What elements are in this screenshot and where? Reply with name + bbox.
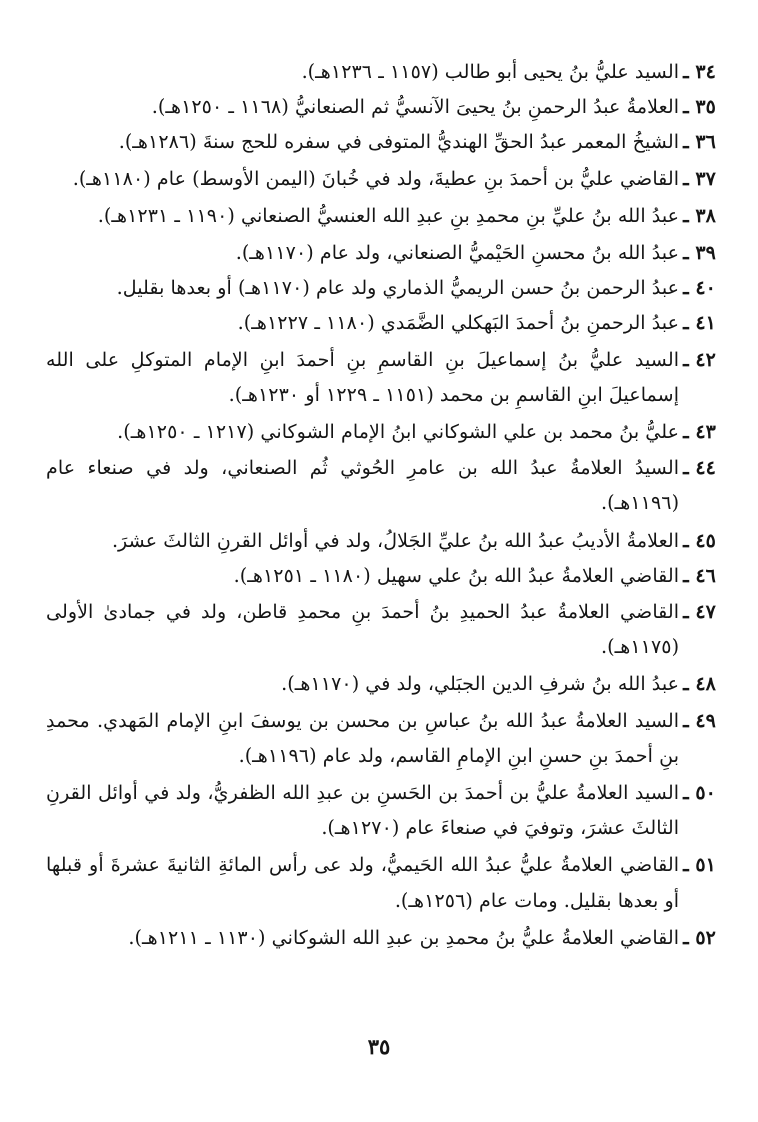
entry-number: ٣٦ ـ: [683, 130, 716, 154]
list-item: [46, 920, 716, 955]
entry-number: ٣٩ ـ: [683, 241, 716, 265]
entry-text: القاضي عليُّ بن أحمدَ بنِ عطيةَ، ولد في خُبانَ (اليمن الأوسط) عام (١١٨٠هـ).: [72, 166, 680, 190]
entry-number: ٤٥ ـ: [683, 528, 716, 552]
entry-number: ٥٠ ـ: [683, 781, 716, 805]
entry-number: ٤١ ـ: [683, 311, 716, 335]
entry-text: الشيخُ المعمر عبدُ الحقِّ الهنديُّ المتوفى في سفره للحج سنةَ (١٢٨٦هـ).: [118, 130, 680, 154]
list-item: [46, 703, 716, 773]
list-item: [46, 414, 716, 449]
list-item: [46, 270, 716, 305]
entry-text: القاضي العلامةُ عليُّ بنُ محمدِ بن عبدِ الله الشوكاني (١١٣٠ ـ ١٢١١هـ).: [128, 925, 680, 949]
entry-number: ٤٧ ـ: [683, 600, 716, 624]
entry-text: عبدُ الرحمن بنُ حسن الريميُّ الذماري ولد عام (١١٧٠هـ) أو بعدها بقليل.: [116, 276, 680, 300]
list-item: [46, 594, 716, 664]
biography-list: [46, 54, 716, 955]
entry-text: عبدُ الله بنُ عليِّ بنِ محمدِ بنِ عبدِ الله العنسيُّ الصنعاني (١١٩٠ ـ ١٢٣١هـ).: [97, 203, 680, 227]
entry-number: ٤٦ ـ: [683, 563, 716, 587]
list-item: [46, 558, 716, 593]
entry-text: عليُّ بنُ محمد بن علي الشوكاني ابنُ الإمام الشوكاني (١٢١٧ ـ ١٢٥٠هـ).: [117, 420, 680, 444]
entry-text: العلامةُ عبدُ الرحمنِ بنُ يحيىَ الآنسيُّ ثم الصنعانيُّ (١١٦٨ ـ ١٢٥٠هـ).: [151, 95, 680, 119]
list-item: [46, 847, 716, 917]
entry-text: عبدُ الرحمنِ بنُ أحمدَ البَهكلي الضَّمَدي (١١٨٠ ـ ١٢٢٧هـ).: [237, 311, 680, 335]
entry-number: ٤٩ ـ: [683, 708, 716, 732]
entry-number: ٣٤ ـ: [683, 60, 716, 83]
page-number: ٣٥: [367, 1034, 391, 1059]
entry-number: ٣٥ ـ: [683, 95, 716, 119]
entry-number: ٤٣ ـ: [683, 420, 716, 444]
list-item: [46, 666, 716, 701]
entry-text: السيدُ العلامةُ عبدُ الله بن عامرِ الحُوثي ثُم الصنعاني، ولد في صنعاء عام (١١٩٦هـ).: [46, 456, 680, 515]
list-item: [46, 450, 716, 520]
list-item: [46, 305, 716, 340]
entry-text: القاضي العلامةُ عبدُ الحميدِ بنُ أحمدَ بنِ محمدِ قاطن، ولد في جمادىٰ الأولى (١١٧٥هـ).: [46, 600, 680, 659]
entry-number: ٥١ ـ: [683, 853, 716, 877]
entry-number: ٤٢ ـ: [683, 347, 716, 371]
list-item: [46, 775, 716, 845]
entry-text: السيد عليُّ بنُ يحيى أبو طالب (١١٥٧ ـ ١٢٣٦هـ).: [301, 60, 680, 83]
list-item: [46, 161, 716, 196]
list-item: [46, 124, 716, 159]
entry-text: عبدُ الله بنُ شرفِ الدين الجبَلي، ولد في (١١٧٠هـ).: [281, 672, 680, 696]
list-item: [46, 89, 716, 124]
entry-text: القاضي العلامةُ عبدُ الله بنُ علي سهيل (١١٨٠ ـ ١٢٥١هـ).: [233, 563, 680, 587]
entry-number: ٣٧ ـ: [683, 166, 716, 190]
entry-number: ٥٢ ـ: [683, 925, 716, 949]
entry-text: السيد العلامةُ عبدُ الله بنُ عباسِ بن محسن بن يوسفَ ابنِ الإمام المَهدي. محمدِ بنِ أحمدَ بنِ حسنِ ابنِ الإمامِ القاسم، ولد عام (١١٩٦هـ).: [46, 708, 680, 767]
entry-text: عبدُ الله بنُ محسنِ الحَيْميُّ الصنعاني، ولد عام (١١٧٠هـ).: [235, 241, 680, 265]
list-item: [46, 523, 716, 558]
list-item: [46, 342, 716, 412]
entry-text: السيد العلامةُ عليُّ بن أحمدَ بن الحَسنِ بن عبدِ الله الظفريُّ، ولد في أوائل القرنِ الثالثَ عشرَ، وتوفيَ في صنعاءَ عام (١٢٧٠هـ).: [46, 781, 680, 840]
entry-number: ٣٨ ـ: [683, 203, 716, 227]
list-item: [46, 54, 716, 89]
list-item: [46, 235, 716, 270]
entry-text: القاضي العلامةُ عليُّ عبدُ الله الحَيميُّ، ولد عى رأس المائةِ الثانيةَ عشرةَ أو قبلها أو بعدها بقليل. ومات عام (١٢٥٦هـ).: [46, 853, 680, 912]
entry-text: السيد عليُّ بنُ إسماعيلَ بنِ القاسمِ بنِ أحمدَ ابنِ الإمام المتوكلِ على الله إسماعيلَ ابنِ القاسمِ بن محمد (١١٥١ ـ ١٢٢٩ أو ١٢٣٠هـ).: [46, 347, 680, 406]
entry-text: العلامةُ الأديبُ عبدُ الله بنُ عليِّ الجَلالُ، ولد في أوائل القرنِ الثالثَ عشرَ.: [111, 528, 680, 552]
entry-number: ٤٨ ـ: [683, 672, 716, 696]
entry-number: ٤٤ ـ: [683, 456, 716, 480]
list-item: [46, 198, 716, 233]
entry-number: ٤٠ ـ: [683, 276, 716, 300]
